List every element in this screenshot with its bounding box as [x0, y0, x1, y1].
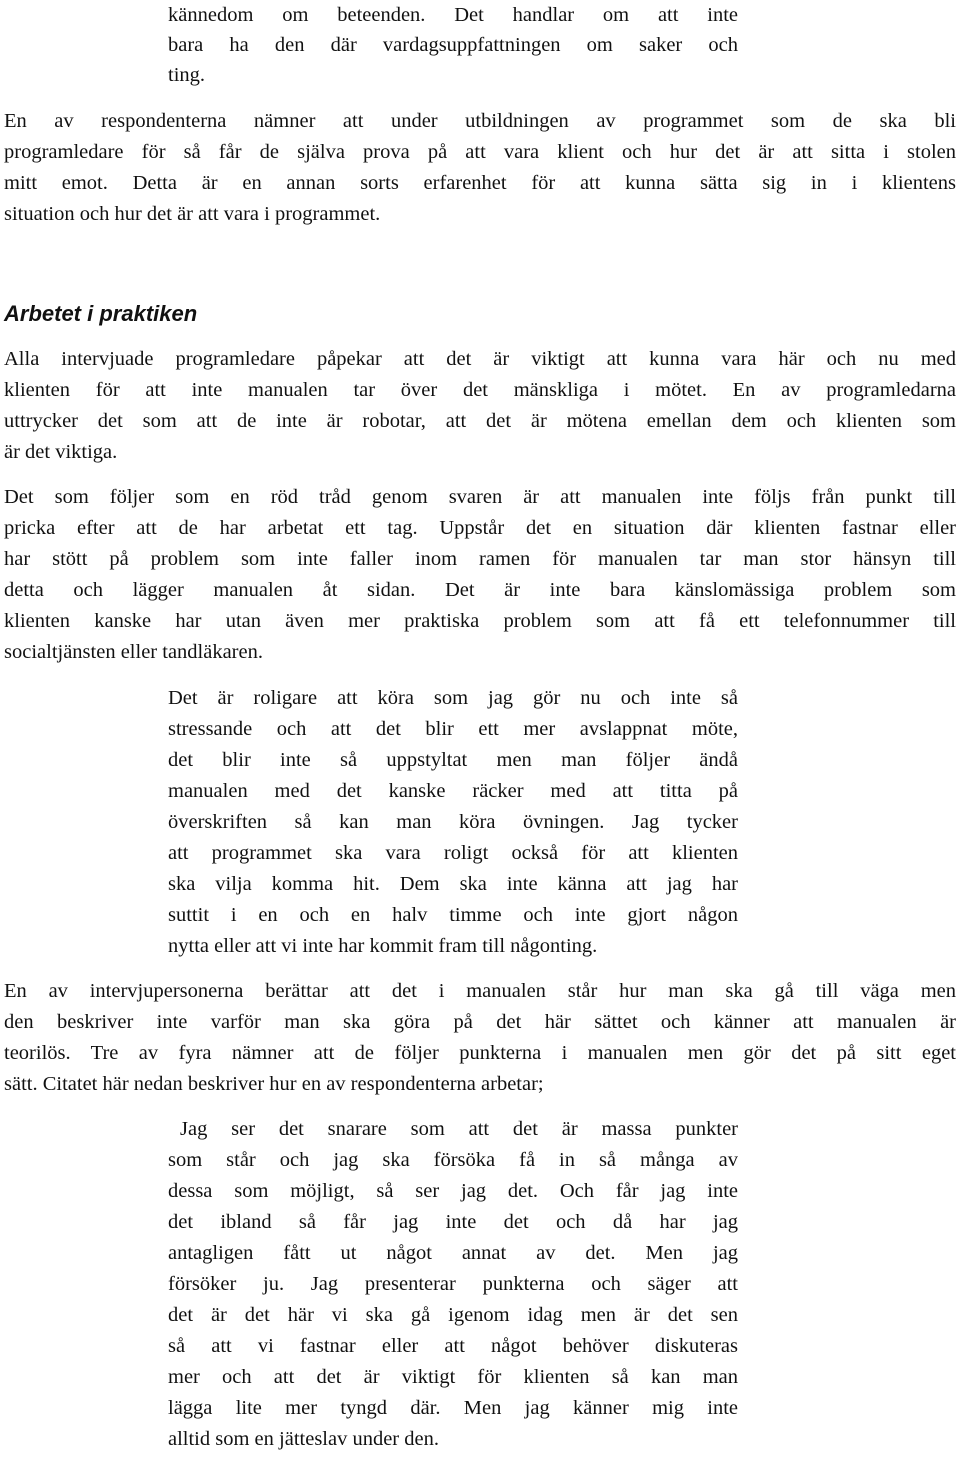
paragraph-line: programledare för så får de själva prova på att vara klient och hur det är att sitta i stolen: [4, 141, 956, 163]
quote-line: det ibland så får jag inte det och då har jag: [168, 1211, 738, 1233]
paragraph-line: Alla intervjuade programledare påpekar att det är viktigt att kunna vara här och nu med: [4, 348, 956, 370]
paragraph-line: klienten kanske har utan även mer praktiska problem som att få ett telefonnummer till: [4, 610, 956, 632]
quote-line: att programmet ska vara roligt också för att klienten: [168, 842, 738, 864]
quote-line: Jag ser det snarare som att det är massa punkter: [180, 1118, 738, 1140]
quote-line: försöker ju. Jag presenterar punkterna och säger att: [168, 1273, 738, 1295]
quote-line: så att vi fastnar eller att något behöver diskuteras: [168, 1335, 738, 1357]
paragraph-line: har stött på problem som inte faller inom ramen för manualen tar man stor hänsyn till: [4, 548, 956, 570]
paragraph-line: klienten för att inte manualen tar över det mänskliga i mötet. En av programledarna: [4, 379, 956, 401]
section-heading: Arbetet i praktiken: [4, 301, 198, 326]
quote-line: stressande och att det blir ett mer avslappnat möte,: [168, 718, 738, 740]
quote-line: överskriften så kan man köra övningen. Jag tycker: [168, 811, 738, 833]
quote-top-line: bara ha den där vardagsuppfattningen om saker och: [168, 34, 738, 56]
quote-line: manualen med det kanske räcker med att titta på: [168, 780, 738, 802]
paragraph-line: uttrycker det som att de inte är robotar, att det är mötena emellan dem och klienten som: [4, 410, 956, 432]
quote-line: alltid som en jätteslav under den.: [168, 1428, 439, 1450]
quote-line: det är det här vi ska gå igenom idag men är det sen: [168, 1304, 738, 1326]
quote-line: suttit i en och en halv timme och inte gjort någon: [168, 904, 738, 926]
paragraph-line: En av intervjupersonerna berättar att det i manualen står hur man ska gå till väga men: [4, 980, 956, 1002]
paragraph-line: Det som följer som en röd tråd genom svaren är att manualen inte följs från punkt till: [4, 486, 956, 508]
paragraph-line: situation och hur det är att vara i programmet.: [4, 203, 381, 225]
quote-line: lägga lite mer tyngd där. Men jag känner mig inte: [168, 1397, 738, 1419]
paragraph-line: pricka efter att de har arbetat ett tag. Uppstår det en situation där klienten fastnar eller: [4, 517, 956, 539]
quote-line: Det är roligare att köra som jag gör nu och inte så: [168, 687, 738, 709]
quote-line: det blir inte så uppstyltat men man följer ändå: [168, 749, 738, 771]
paragraph-line: teorilös. Tre av fyra nämner att de följer punkterna i manualen men gör det på sitt eget: [4, 1042, 956, 1064]
paragraph-line: den beskriver inte varför man ska göra på det här sättet och känner att manualen är: [4, 1011, 956, 1033]
paragraph-line: är det viktiga.: [4, 441, 118, 463]
quote-line: ska vilja komma hit. Dem ska inte känna att jag har: [168, 873, 738, 895]
quote-line: som står och jag ska försöka få in så många av: [168, 1149, 738, 1171]
paragraph-line: En av respondenterna nämner att under utbildningen av programmet som de ska bli: [4, 110, 956, 132]
quote-line: mer och att det är viktigt för klienten så kan man: [168, 1366, 738, 1388]
quote-line: nytta eller att vi inte har kommit fram till någonting.: [168, 935, 598, 957]
paragraph-line: detta och lägger manualen åt sidan. Det är inte bara känslomässiga problem som: [4, 579, 956, 601]
paragraph-line: socialtjänsten eller tandläkaren.: [4, 641, 263, 663]
quote-line: dessa som möjligt, så ser jag det. Och får jag inte: [168, 1180, 738, 1202]
quote-top-line: kännedom om beteenden. Det handlar om att inte: [168, 4, 738, 26]
quote-top-line: ting.: [168, 64, 206, 86]
paragraph-line: mitt emot. Detta är en annan sorts erfarenhet för att kunna sätta sig in i klientens: [4, 172, 956, 194]
quote-line: antagligen fått ut något annat av det. Men jag: [168, 1242, 738, 1264]
paragraph-line: sätt. Citatet här nedan beskriver hur en av respondenterna arbetar;: [4, 1073, 544, 1095]
